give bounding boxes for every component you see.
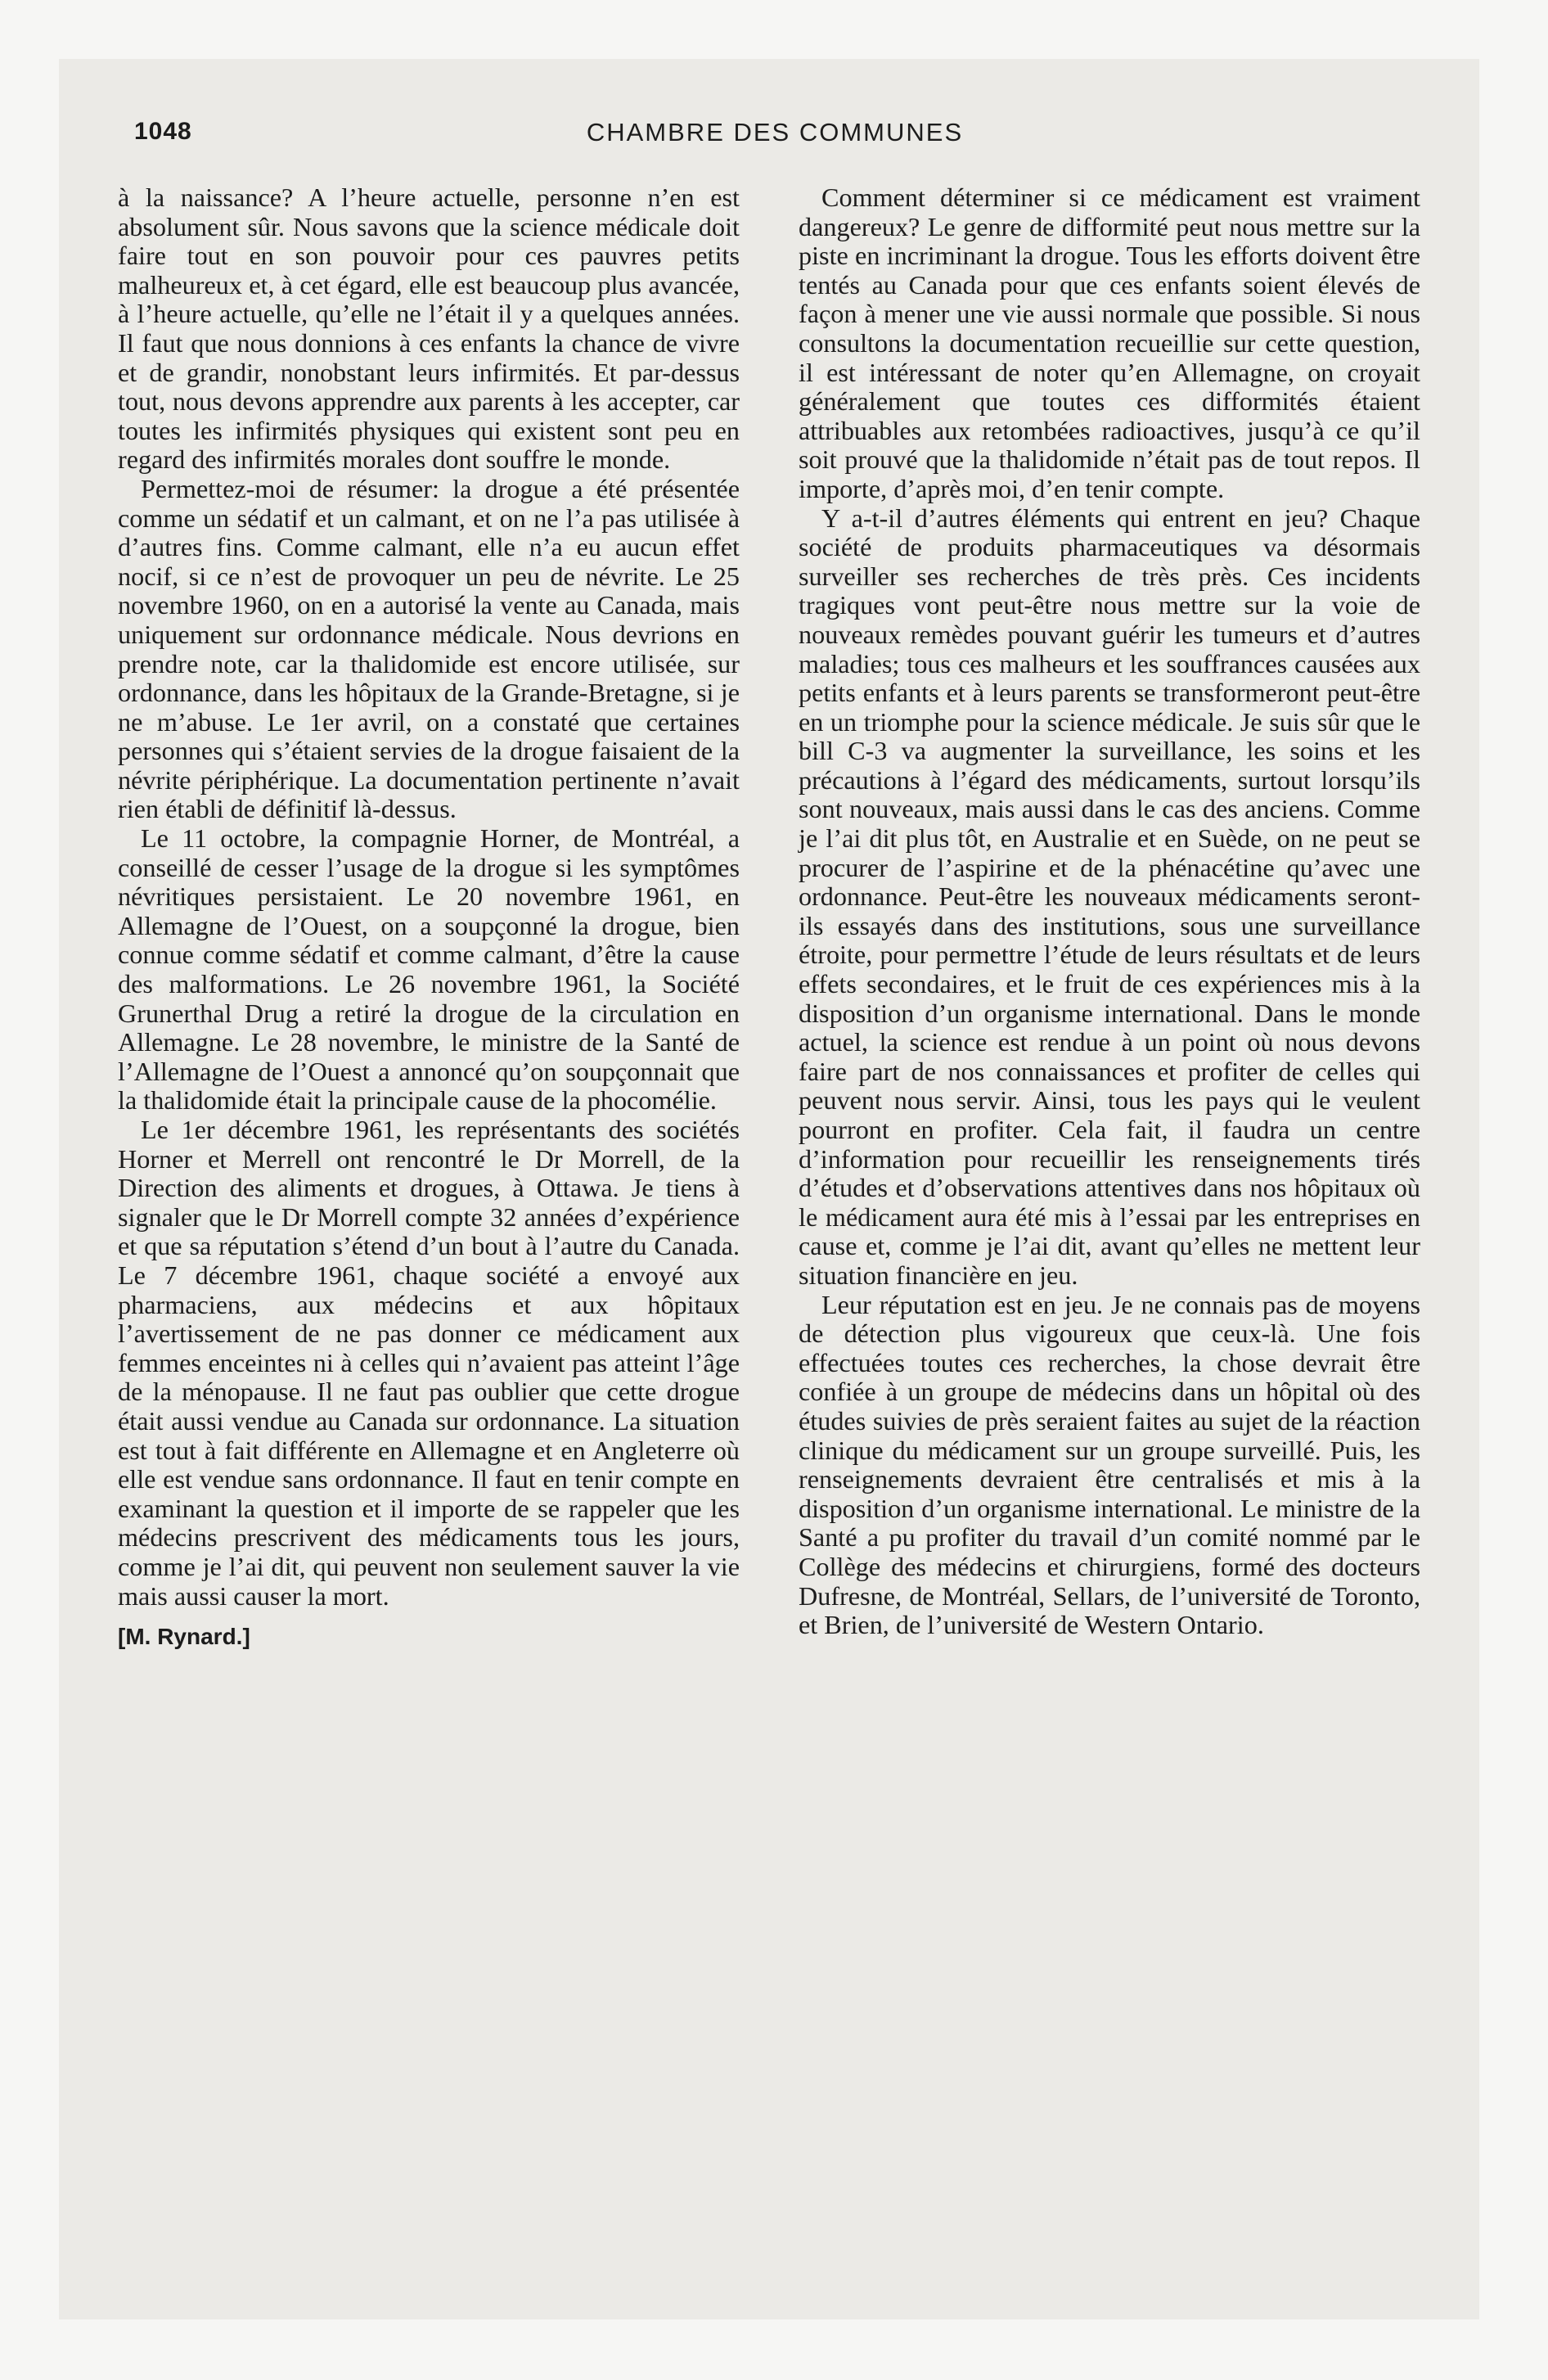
speaker-attribution: [M. Rynard.] xyxy=(118,1624,250,1650)
paragraph: Comment déterminer si ce médicament est vraiment dangereux? Le genre de difformité peut nous mettre sur la piste en incriminant la drogue. Tous les efforts doivent être tentés au Canada pour que ces enfants soient élevés de façon à mener une vie aussi normale que possible. Si nous consultons la documentation recueillie sur cette question, il est intéressant de noter qu’en Allemagne, on croyait généralement que toutes ces difformités étaient attribuables aux retombées radioactives, jusqu’à ce qu’il soit prouvé que la thalidomide n’était pas de tout repos. Il importe, d’après moi, d’en tenir compte. xyxy=(799,183,1420,503)
left-column xyxy=(118,183,740,1652)
page xyxy=(59,59,1479,2319)
paragraph: Leur réputation est en jeu. Je ne connais pas de moyens de détection plus vigoureux que ceux-là. Une fois effectuées toutes ces recherches, la chose devrait être confiée à un groupe de médecins dans un hôpital où des études suivies de près seraient faites au sujet de la réaction clinique du médicament sur un groupe surveillé. Puis, les renseignements devraient être centralisés et mis à la disposition d’un organisme international. Le ministre de la Santé a pu profiter du travail d’un comité nommé par le Collège des médecins et chirurgiens, formé des docteurs Dufresne, de Montréal, Sellars, de l’université de Toronto, et Brien, de l’université de Western Ontario. xyxy=(799,1289,1420,1640)
page-number: 1048 xyxy=(134,118,192,145)
paragraph: Le 11 octobre, la compagnie Horner, de Montréal, a conseillé de cesser l’usage de la drogue si les symptômes névritiques persistaient. Le 20 novembre 1961, en Allemagne de l’Ouest, on a soupçonné la drogue, bien connue comme sédatif et comme calmant, d’être la cause des malformations. Le 26 novembre 1961, la Société Grunerthal Drug a retiré la drogue de la circulation en Allemagne. Le 28 novembre, le ministre de la Santé de l’Allemagne de l’Ouest a annoncé qu’on soupçonnait que la thalidomide était la principale cause de la phocomélie. xyxy=(118,823,740,1116)
paragraph: Permettez-moi de résumer: la drogue a été présentée comme un sédatif et un calmant, et on ne l’a pas utilisée à d’autres fins. Comme calmant, elle n’a eu aucun effet nocif, si ce n’est de provoquer un peu de névrite. Le 25 novembre 1960, on en a autorisé la vente au Canada, mais uniquement sur ordonnance médicale. Nous devrions en prendre note, car la thalidomide est encore utilisée, sur ordonnance, dans les hôpitaux de la Grande-Bretagne, si je ne m’abuse. Le 1er avril, on a constaté que certaines personnes qui s’étaient servies de la drogue faisaient de la névrite périphérique. La documentation pertinente n’avait rien établi de définitif là-dessus. xyxy=(118,473,740,824)
page-header xyxy=(134,118,1415,167)
paragraph: à la naissance? A l’heure actuelle, personne n’en est absolument sûr. Nous savons que la science médicale doit faire tout en son pouvoir pour ces pauvres petits malheureux et, à cet égard, elle est beaucoup plus avancée, à l’heure actuelle, qu’elle ne l’était il y a quelques années. Il faut que nous donnions à ces enfants la chance de vivre et de grandir, nonobstant leurs infirmités. Et par-dessus tout, nous devons apprendre aux parents à les accepter, car toutes les infirmités physiques qui existent sont peu en regard des infirmités morales dont souffre le monde. xyxy=(118,183,740,475)
paragraph: Le 1er décembre 1961, les représentants des sociétés Horner et Merrell ont rencontré le Dr Morrell, de la Direction des aliments et drogues, à Ottawa. Je tiens à signaler que le Dr Morrell compte 32 années d’expérience et que sa réputation s’étend d’un bout à l’autre du Canada. Le 7 décembre 1961, chaque société a envoyé aux pharmaciens, aux médecins et aux hôpitaux l’avertissement de ne pas donner ce médicament aux femmes enceintes ni à celles qui n’avaient pas atteint l’âge de la ménopause. Il ne faut pas oublier que cette drogue était aussi vendue au Canada sur ordonnance. La situation est tout à fait différente en Allemagne et en Angleterre où elle est vendue sans ordonnance. Il faut en tenir compte en examinant la question et il importe de se rappeler que les médecins prescrivent des médicaments tous les jours, comme je l’ai dit, qui peuvent non seulement sauver la vie mais aussi causer la mort. xyxy=(118,1115,740,1611)
running-title: CHAMBRE DES COMMUNES xyxy=(586,118,964,146)
right-column xyxy=(799,183,1420,1640)
paragraph: Y a-t-il d’autres éléments qui entrent en jeu? Chaque société de produits pharmaceutiques va désormais surveiller ses recherches de très près. Ces incidents tragiques vont peut-être nous mettre sur la voie de nouveaux remèdes pouvant guérir les tumeurs et d’autres maladies; tous ces malheurs et les souffrances causées aux petits enfants et à leurs parents se transformeront peut-être en un triomphe pour la science médicale. Je suis sûr que le bill C-3 va augmenter la surveillance, les soins et les précautions à l’égard des médicaments, surtout lorsqu’ils sont nouveaux, mais aussi dans le cas des anciens. Comme je l’ai dit plus tôt, en Australie et en Suède, on ne peut se procurer de l’aspirine et de la phénacétine qu’avec une ordonnance. Peut-être les nouveaux médicaments seront-ils essayés dans des institutions, sous une surveillance étroite, pour permettre l’étude de leurs résultats et de leurs effets secondaires, et le fruit de ces expériences mis à la disposition d’un organisme international. Dans le monde actuel, la science est rendue à un point où nous devons faire part de nos connaissances et profiter de celles qui peuvent nous servir. Ainsi, tous les pays qui le veulent pourront en profiter. Cela fait, il faudra un centre d’information pour recueillir les renseignements tirés d’études et d’observations attentives dans nos hôpitaux où le médicament aura été mis à l’essai par les entreprises en cause et, comme je l’ai dit, avant qu’elles ne mettent leur situation financière en jeu. xyxy=(799,503,1420,1290)
